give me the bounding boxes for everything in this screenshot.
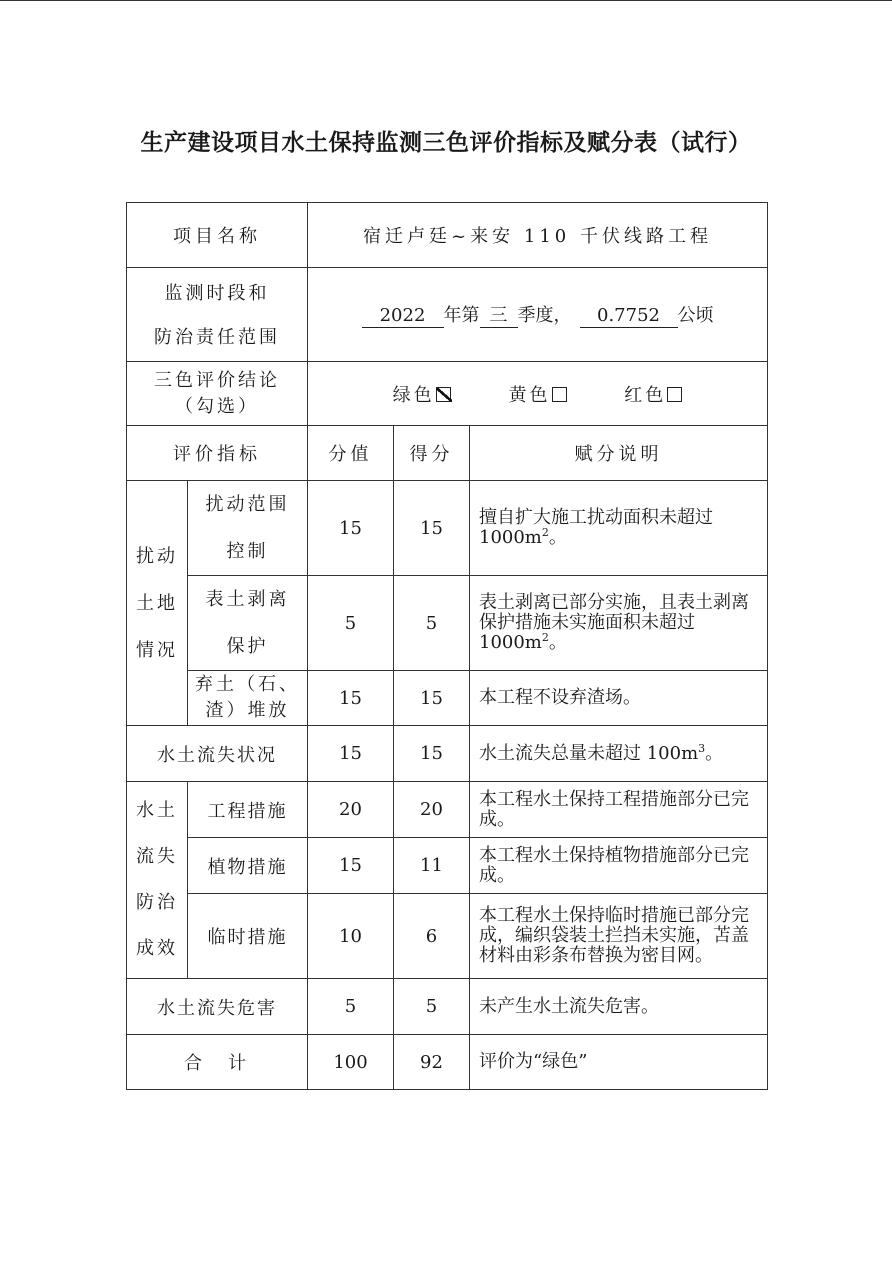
option-green[interactable] — [393, 381, 451, 407]
score-explanation — [470, 576, 768, 671]
score-got: 20 — [394, 782, 470, 838]
score-explanation — [470, 726, 768, 782]
conclusion-label — [127, 362, 308, 426]
page-top-border — [0, 0, 892, 1]
table-row — [127, 894, 768, 979]
score-explanation: 本工程水土保持植物措施部分已完成。 — [470, 838, 768, 894]
group1-label-line: 扰动 — [136, 545, 178, 567]
score-value: 5 — [308, 979, 394, 1035]
group1-label — [127, 481, 188, 726]
explanation-text: 水土流失总量未超过 100m — [479, 742, 699, 764]
period-year: 2022 — [362, 305, 444, 328]
indicator-name — [188, 481, 308, 576]
indicator-name — [188, 671, 308, 726]
header-score-got: 得分 — [394, 426, 470, 481]
score-value: 20 — [308, 782, 394, 838]
conclusion-label-line1: 三色评价结论 — [154, 369, 280, 391]
project-row — [127, 203, 768, 268]
unchecked-checkbox-icon[interactable] — [552, 387, 567, 402]
group2-label-line: 成效 — [136, 938, 178, 959]
score-value: 15 — [308, 726, 394, 782]
score-got: 5 — [394, 576, 470, 671]
score-explanation: 本工程不设弃渣场。 — [470, 671, 768, 726]
period-value — [308, 268, 768, 362]
indicator-name: 工程措施 — [188, 782, 308, 838]
score-got: 5 — [394, 979, 470, 1035]
score-explanation — [470, 481, 768, 576]
document-title: 生产建设项目水土保持监测三色评价指标及赋分表（试行） — [140, 130, 752, 156]
option-green-label: 绿色 — [392, 384, 435, 406]
header-score-value: 分值 — [308, 426, 394, 481]
table-row — [127, 726, 768, 782]
score-got: 15 — [394, 671, 470, 726]
option-yellow[interactable] — [509, 381, 567, 407]
score-value: 5 — [308, 576, 394, 671]
explanation-end: 。 — [548, 527, 567, 548]
indicator-name-line: 保护 — [226, 636, 269, 657]
table-row — [127, 481, 768, 576]
option-yellow-label: 黄色 — [508, 384, 551, 406]
explanation-end: 。 — [705, 742, 724, 764]
group2-label — [127, 782, 188, 979]
period-label-line2: 防治责任范围 — [154, 327, 280, 348]
indicator-name-line: 渣）堆放 — [205, 700, 290, 721]
period-year-suffix: 年第 — [443, 305, 480, 326]
evaluation-table — [126, 202, 768, 1090]
period-label-line1: 监测时段和 — [164, 283, 270, 304]
period-quarter-suffix: 季度， — [517, 305, 572, 326]
indicator-name: 临时措施 — [188, 894, 308, 979]
period-area: 0.7752 — [580, 305, 678, 328]
explanation-text: 表土剥离已部分实施，且表土剥离保护措施未实施面积未超过 1000m — [479, 592, 749, 653]
score-got: 15 — [394, 726, 470, 782]
period-quarter: 三 — [480, 305, 518, 328]
score-value: 10 — [308, 894, 394, 979]
indicator-name-line: 表土剥离 — [205, 589, 290, 610]
conclusion-label-line2: （勾选） — [175, 395, 259, 417]
score-value: 15 — [308, 481, 394, 576]
period-row — [127, 268, 768, 362]
table-row — [127, 671, 768, 726]
option-red-label: 红色 — [624, 384, 667, 406]
explanation-superscript: 3 — [698, 741, 706, 755]
score-explanation: 本工程水土保持临时措施已部分完成，编织袋装土拦挡未实施，苫盖材料由彩条布替换为密目网。 — [470, 894, 768, 979]
header-explanation: 赋分说明 — [470, 426, 768, 481]
unchecked-checkbox-icon[interactable] — [667, 387, 682, 402]
explanation-text: 擅自扩大施工扰动面积未超过 1000m — [479, 507, 713, 548]
total-score: 92 — [394, 1035, 470, 1090]
table-row — [127, 782, 768, 838]
indicator-name-line: 控制 — [226, 541, 269, 562]
period-label — [127, 268, 308, 362]
conclusion-row — [127, 362, 768, 426]
indicator-name: 植物措施 — [188, 838, 308, 894]
group2-label-line: 水土 — [136, 800, 178, 821]
score-value: 15 — [308, 838, 394, 894]
option-red[interactable] — [624, 381, 682, 407]
indicator-name: 水土流失状况 — [127, 726, 308, 782]
indicator-name — [188, 576, 308, 671]
header-indicator: 评价指标 — [127, 426, 308, 481]
explanation-superscript: 2 — [541, 631, 549, 644]
group2-label-line: 防治 — [136, 892, 178, 913]
score-got: 6 — [394, 894, 470, 979]
explanation-superscript: 2 — [541, 526, 549, 539]
total-row — [127, 1035, 768, 1090]
score-value: 15 — [308, 671, 394, 726]
group1-label-line: 土地 — [136, 592, 178, 614]
period-area-unit: 公顷 — [677, 305, 714, 326]
score-got: 15 — [394, 481, 470, 576]
table-row — [127, 838, 768, 894]
indicator-name-line: 弃土（石、 — [195, 674, 300, 695]
indicator-name: 水土流失危害 — [127, 979, 308, 1035]
table-row — [127, 576, 768, 671]
total-value: 100 — [308, 1035, 394, 1090]
explanation-end: 。 — [548, 632, 567, 653]
conclusion-options — [308, 362, 768, 426]
total-explanation: 评价为“绿色” — [470, 1035, 768, 1090]
score-got: 11 — [394, 838, 470, 894]
checked-checkbox-icon[interactable] — [436, 387, 451, 402]
table-row — [127, 979, 768, 1035]
score-explanation: 未产生水土流失危害。 — [470, 979, 768, 1035]
indicator-name-line: 扰动范围 — [205, 494, 290, 515]
table-header-row — [127, 426, 768, 481]
score-explanation: 本工程水土保持工程措施部分已完成。 — [470, 782, 768, 838]
total-label: 合 计 — [127, 1035, 308, 1090]
project-name-value: 宿迁卢廷~来安 110 千伏线路工程 — [308, 203, 768, 268]
group1-label-line: 情况 — [136, 639, 178, 661]
group2-label-line: 流失 — [136, 846, 178, 867]
project-name-label: 项目名称 — [127, 203, 308, 268]
